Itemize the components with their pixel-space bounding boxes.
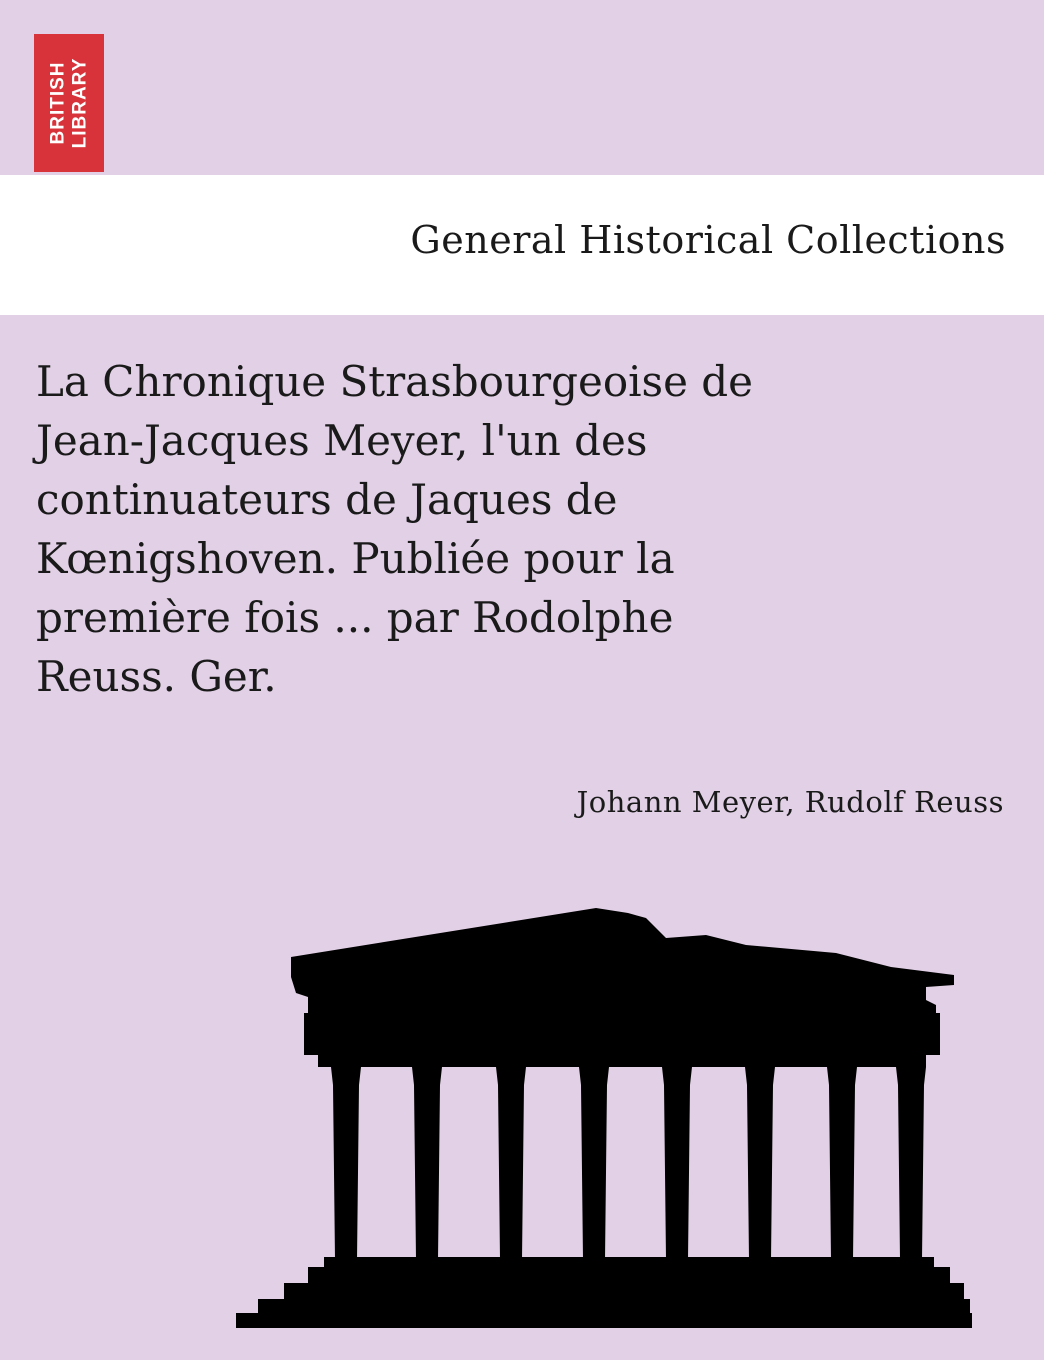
temple-illustration [236,905,976,1330]
book-authors: Johann Meyer, Rudolf Reuss [576,785,1004,819]
logo-text [49,37,90,169]
temple-step-4 [236,1313,972,1328]
title-line: La Chronique Strasbourgeoise de [36,357,754,406]
temple-base [324,1257,934,1267]
logo-line-british: BRITISH [47,61,69,145]
collection-title: General Historical Collections [410,218,1006,262]
temple-columns [331,1067,926,1260]
british-library-logo [34,34,104,172]
title-line: Reuss. Ger. [36,652,277,701]
temple-step-2 [284,1283,964,1299]
temple-step-3 [258,1299,970,1313]
temple-capital-band [318,1053,926,1067]
title-line: Kœnigshoven. Publiée pour la [36,534,675,583]
title-line: Jean-Jacques Meyer, l'un des [36,416,648,465]
title-line: première fois ... par Rodolphe [36,593,674,642]
title-line: continuateurs de Jaques de [36,475,618,524]
temple-entablature [304,1013,940,1055]
logo-line-library: LIBRARY [69,57,91,149]
temple-step-1 [308,1267,950,1283]
book-title [36,352,1016,706]
